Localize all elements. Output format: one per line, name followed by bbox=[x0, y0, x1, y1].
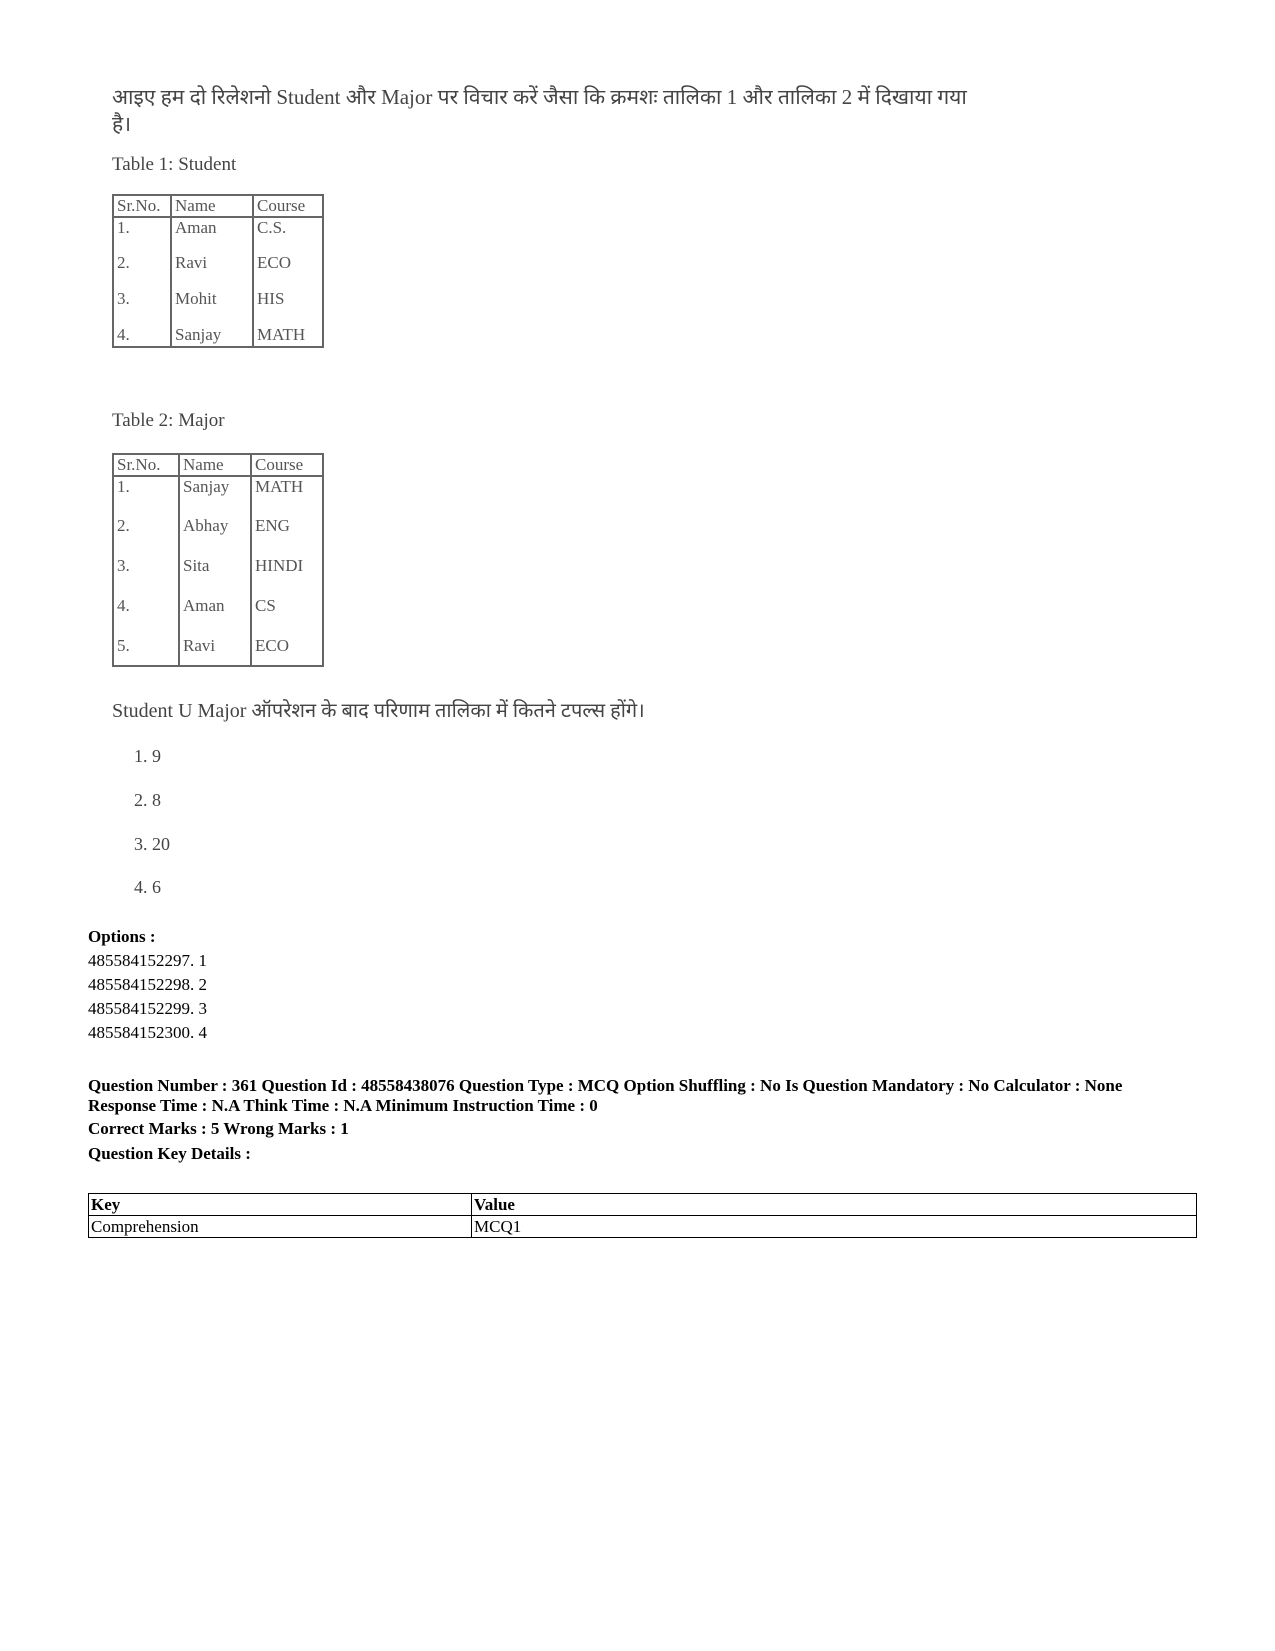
table2-cell: Sita bbox=[179, 556, 251, 596]
option-item: 485584152299. 3 bbox=[88, 999, 207, 1018]
table1-cell: Mohit bbox=[171, 289, 253, 325]
table2-cell: 3. bbox=[113, 556, 179, 596]
table1-cell: Aman bbox=[171, 217, 253, 253]
options-heading: Options : bbox=[88, 927, 156, 946]
table2-caption: Table 2: Major bbox=[112, 410, 225, 431]
option-item: 485584152297. 1 bbox=[88, 951, 207, 970]
marks-info: Correct Marks : 5 Wrong Marks : 1 bbox=[88, 1119, 349, 1138]
option-item: 485584152298. 2 bbox=[88, 975, 207, 994]
table1-cell: 3. bbox=[113, 289, 171, 325]
table2-cell: HINDI bbox=[251, 556, 323, 596]
table2-cell: Ravi bbox=[179, 636, 251, 666]
question-text: आइए हम दो रिलेशनो Student और Major पर विचार करें जैसा कि क्रमशः तालिका 1 और तालिका 2 में दिखाया गया है। bbox=[112, 85, 967, 136]
table1-header: Course bbox=[253, 195, 323, 217]
table1-cell: MATH bbox=[253, 325, 323, 347]
table1-cell: Sanjay bbox=[171, 325, 253, 347]
value-header: Value bbox=[472, 1194, 1197, 1216]
table2-cell: Abhay bbox=[179, 516, 251, 556]
table1-cell: C.S. bbox=[253, 217, 323, 253]
table2-cell: MATH bbox=[251, 476, 323, 516]
key-details-table bbox=[88, 1193, 1197, 1238]
table1-cell: 4. bbox=[113, 325, 171, 347]
student-table bbox=[112, 194, 324, 348]
major-table bbox=[112, 453, 324, 667]
answer-choice: 4. 6 bbox=[134, 877, 161, 897]
table1-caption: Table 1: Student bbox=[112, 154, 237, 175]
table1-cell: Ravi bbox=[171, 253, 253, 289]
table2-cell: ENG bbox=[251, 516, 323, 556]
table2-cell: 2. bbox=[113, 516, 179, 556]
table2-cell: 1. bbox=[113, 476, 179, 516]
question-prompt: Student U Major ऑपरेशन के बाद परिणाम तालिका में कितने टपल्स होंगे। bbox=[112, 700, 645, 722]
table2-cell: 4. bbox=[113, 596, 179, 636]
question-info-line1: Question Number : 361 Question Id : 48558438076 Question Type : MCQ Option Shuffling : No Is Question Mandatory : No Calculator : None bbox=[88, 1076, 1123, 1095]
table2-cell: 5. bbox=[113, 636, 179, 666]
answer-choice: 3. 20 bbox=[134, 834, 170, 854]
table2-header: Sr.No. bbox=[113, 454, 179, 476]
question-info-line2: Response Time : N.A Think Time : N.A Minimum Instruction Time : 0 bbox=[88, 1096, 598, 1115]
table1-header: Sr.No. bbox=[113, 195, 171, 217]
table1-cell: ECO bbox=[253, 253, 323, 289]
key-header: Key bbox=[89, 1194, 472, 1216]
option-item: 485584152300. 4 bbox=[88, 1023, 207, 1042]
answer-choice: 1. 9 bbox=[134, 746, 161, 766]
key-cell: Comprehension bbox=[89, 1216, 472, 1238]
table1-cell: 1. bbox=[113, 217, 171, 253]
table2-cell: ECO bbox=[251, 636, 323, 666]
table2-cell: CS bbox=[251, 596, 323, 636]
value-cell: MCQ1 bbox=[472, 1216, 1197, 1238]
table2-cell: Aman bbox=[179, 596, 251, 636]
table1-header: Name bbox=[171, 195, 253, 217]
table1-cell: 2. bbox=[113, 253, 171, 289]
table2-cell: Sanjay bbox=[179, 476, 251, 516]
answer-choice: 2. 8 bbox=[134, 790, 161, 810]
table1-cell: HIS bbox=[253, 289, 323, 325]
table2-header: Name bbox=[179, 454, 251, 476]
key-details-heading: Question Key Details : bbox=[88, 1144, 251, 1163]
table2-header: Course bbox=[251, 454, 323, 476]
